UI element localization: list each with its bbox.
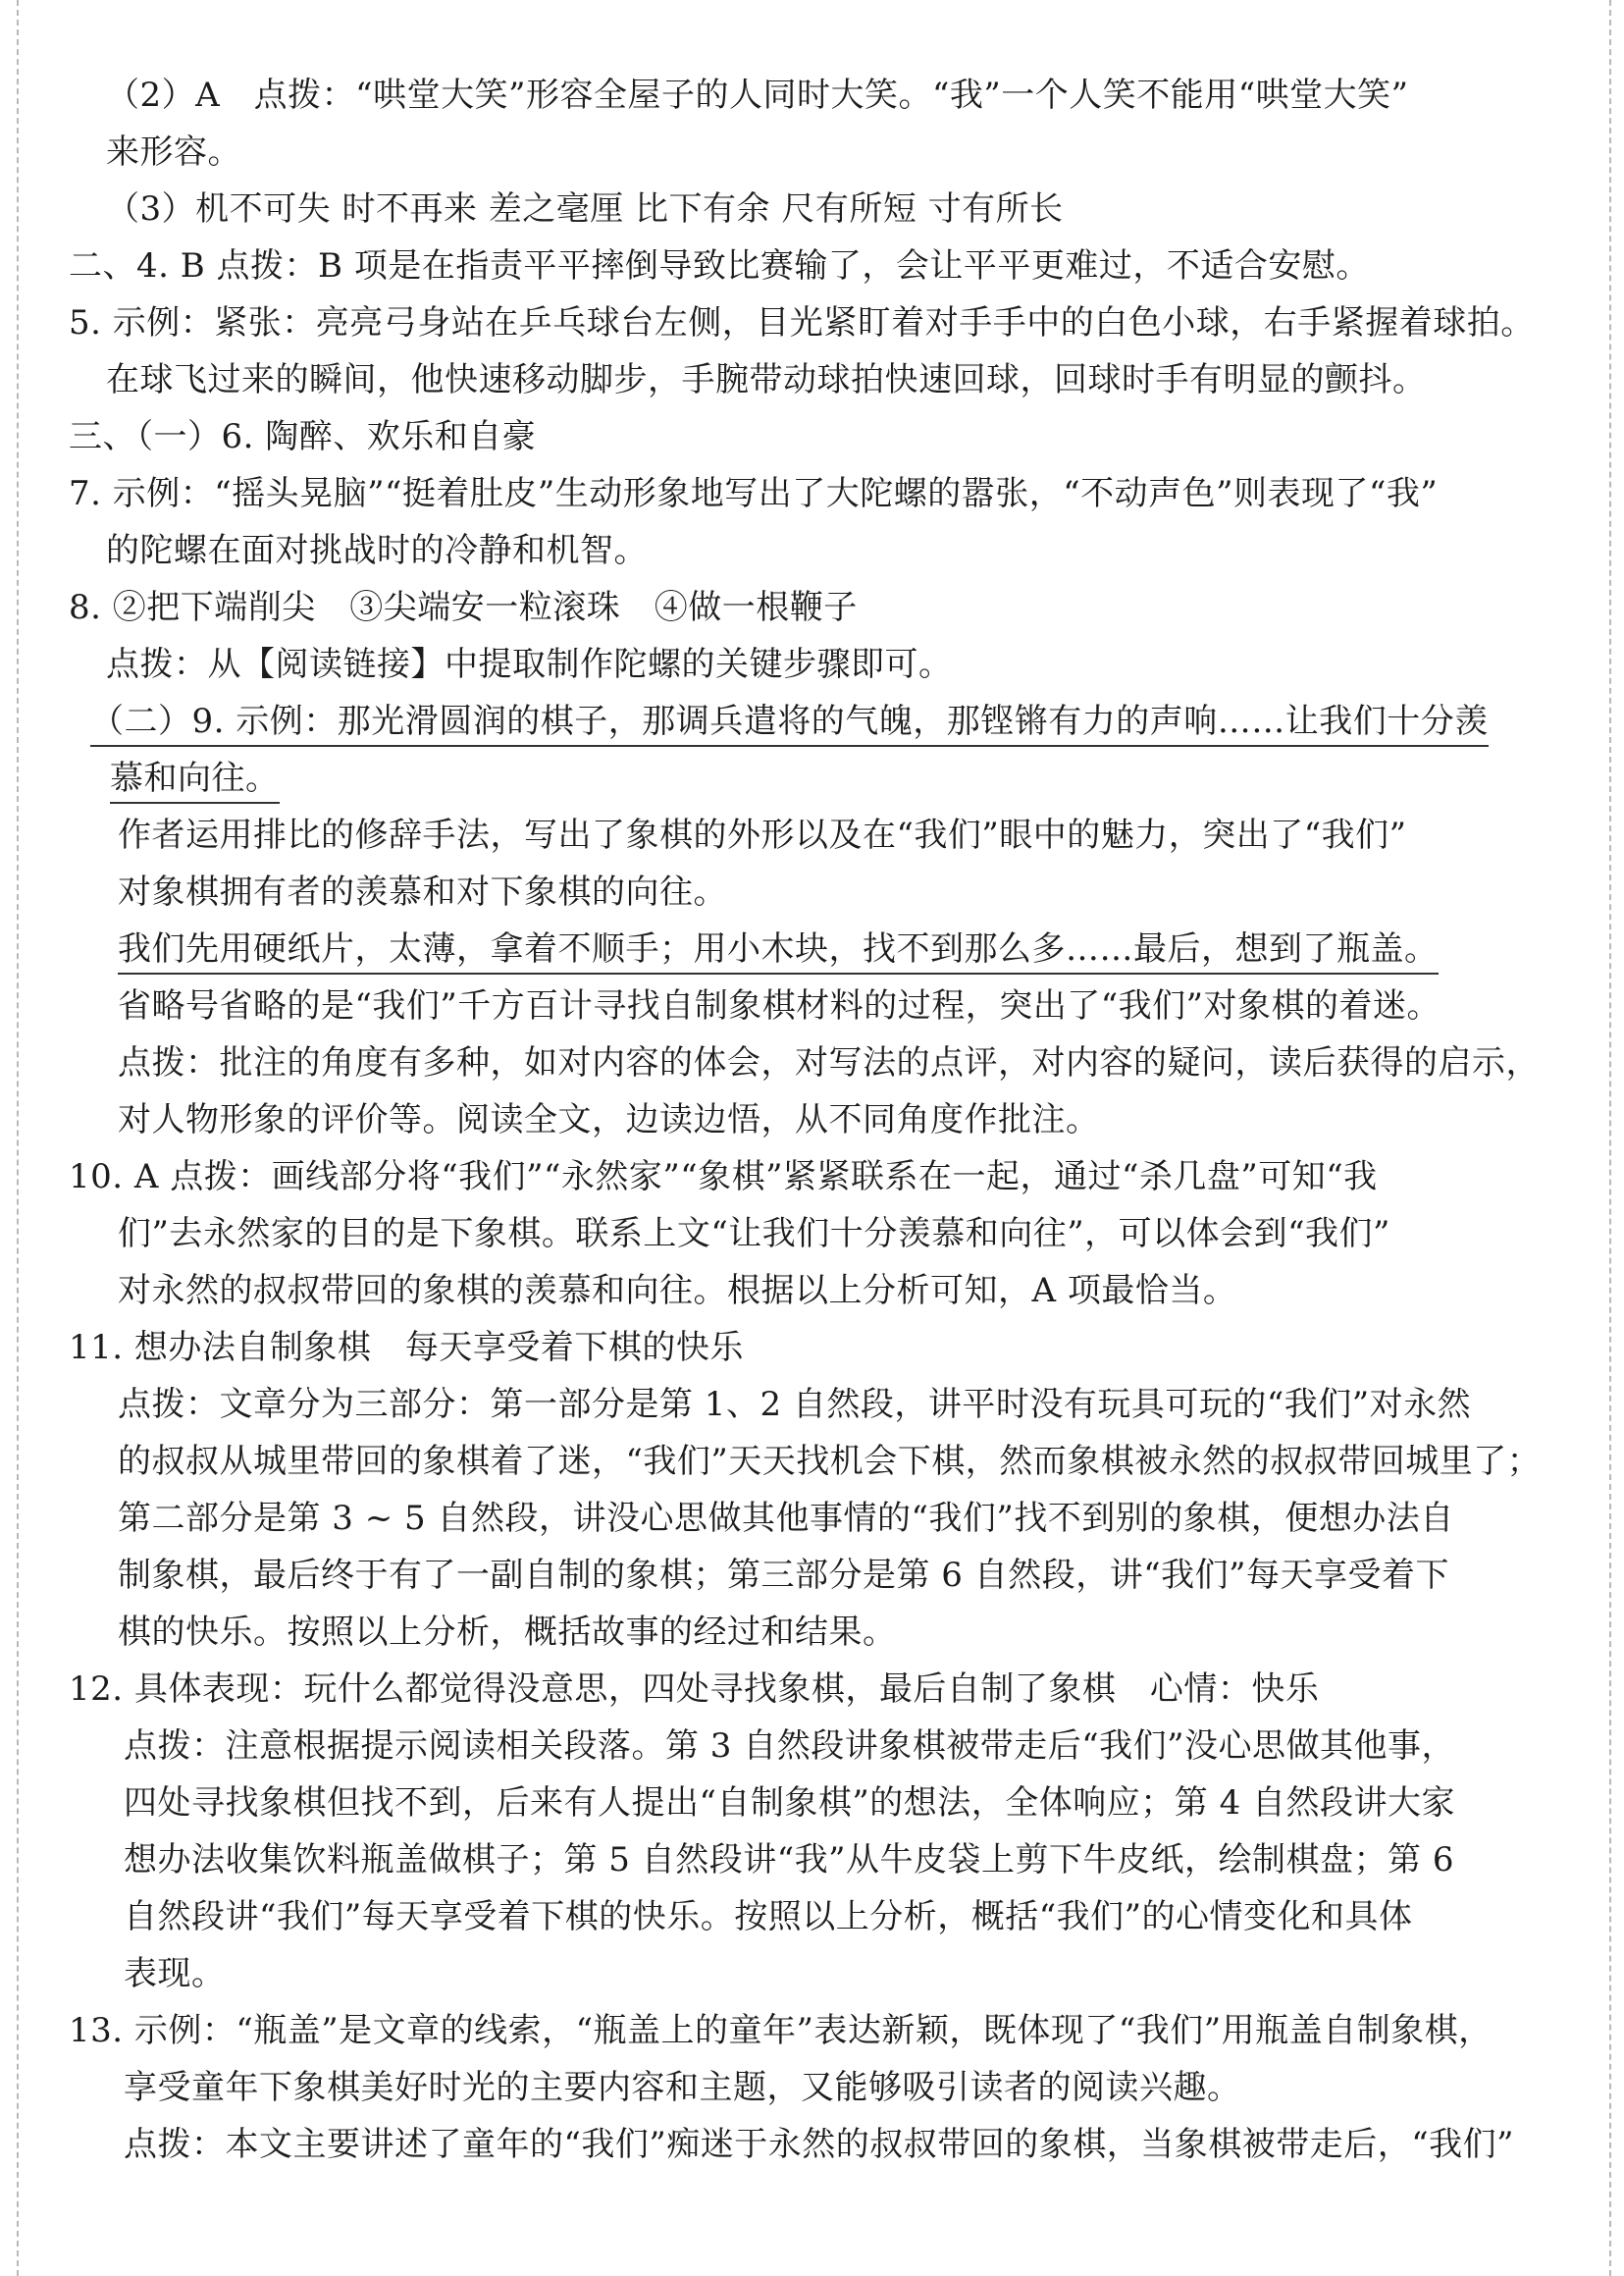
text-line: 10. A 点拨：画线部分将“我们”“永然家”“象棋”紧紧联系在一起，通过“杀几盘”可知“我 (69, 1157, 1378, 1196)
text-line: 第二部分是第 3 ~ 5 自然段，讲没心思做其他事情的“我们”找不到别的象棋，便想办法自 (118, 1499, 1454, 1538)
text-line: 省略号省略的是“我们”千方百计寻找自制象棋材料的过程，突出了“我们”对象棋的着迷。 (118, 986, 1441, 1026)
text-line: 对永然的叔叔带回的象棋的羡慕和向往。根据以上分析可知，A 项最恰当。 (118, 1271, 1237, 1310)
text-line (69, 921, 1560, 978)
text-line: 享受童年下象棋美好时光的主要内容和主题，又能够吸引读者的阅读兴趣。 (124, 2068, 1241, 2107)
text-line: 8. ②把下端削尖 ③尖端安一粒滚珠 ④做一根鞭子 (69, 588, 858, 627)
left-dashed-cut-line (17, 0, 19, 2276)
underlined-quote: 慕和向往。 (110, 759, 280, 804)
text-line: 点拨：本文主要讲述了童年的“我们”痴迷于永然的叔叔带回的象棋，当象棋被带走后，“我们” (124, 2125, 1515, 2164)
text-line: 的叔叔从城里带回的象棋着了迷，“我们”天天找机会下棋，然而象棋被永然的叔叔带回城里了； (118, 1442, 1542, 1481)
text-line: 想办法收集饮料瓶盖做棋子；第 5 自然段讲“我”从牛皮袋上剪下牛皮纸，绘制棋盘；第 6 (124, 1840, 1454, 1879)
text-line: 点拨：注意根据提示阅读相关段落。第 3 自然段讲象棋被带走后“我们”没心思做其他事， (124, 1726, 1456, 1766)
text-line: 在球飞过来的瞬间，他快速移动脚步，手腕带动球拍快速回球，回球时手有明显的颤抖。 (106, 360, 1427, 399)
text-line: 13. 示例：“瓶盖”是文章的线索，“瓶盖上的童年”表达新颖，既体现了“我们”用瓶盖自制象棋， (69, 2011, 1493, 2050)
text-line: 5. 示例：紧张：亮亮弓身站在乒乓球台左侧，目光紧盯着对手手中的白色小球，右手紧握着球拍。 (69, 303, 1535, 343)
text-line: 二、4. B 点拨：B 项是在指责平平摔倒导致比赛输了，会让平平更难过，不适合安慰。 (69, 246, 1370, 286)
answer-text (69, 67, 1560, 2173)
text-line: （2）A 点拨：“哄堂大笑”形容全屋子的人同时大笑。“我”一个人笑不能用“哄堂大笑” (106, 76, 1409, 115)
text-line: 点拨：从【阅读链接】中提取制作陀螺的关键步骤即可。 (106, 645, 953, 684)
text-line: 12. 具体表现：玩什么都觉得没意思，四处寻找象棋，最后自制了象棋 心情：快乐 (69, 1669, 1320, 1709)
text-line: 对象棋拥有者的羡慕和对下象棋的向往。 (118, 873, 727, 912)
text-line: 点拨：文章分为三部分：第一部分是第 1、2 自然段，讲平时没有玩具可玩的“我们”对永然 (118, 1385, 1472, 1424)
text-line: （3）机不可失 时不再来 差之毫厘 比下有余 尺有所短 寸有所长 (106, 189, 1064, 229)
underlined-quote: （二）9. 示例：那光滑圆润的棋子，那调兵遣将的气魄，那铿锵有力的声响……让我们十分羡 (90, 702, 1489, 747)
text-line: 自然段讲“我们”每天享受着下棋的快乐。按照以上分析，概括“我们”的心情变化和具体 (124, 1897, 1413, 1936)
text-line: 来形容。 (106, 132, 241, 172)
text-line: 制象棋，最后终于有了一副自制的象棋；第三部分是第 6 自然段，讲“我们”每天享受着下 (118, 1556, 1450, 1595)
text-line (69, 750, 1560, 807)
text-line: 点拨：批注的角度有多种，如对内容的体会，对写法的点评，对内容的疑问，读后获得的启示， (118, 1043, 1540, 1083)
text-line: 对人物形象的评价等。阅读全文，边读边悟，从不同角度作批注。 (118, 1100, 1100, 1139)
text-line: 11. 想办法自制象棋 每天享受着下棋的快乐 (69, 1328, 744, 1367)
text-line: 们”去永然家的目的是下象棋。联系上文“让我们十分羡慕和向往”，可以体会到“我们” (118, 1214, 1390, 1253)
text-line: 四处寻找象棋但找不到，后来有人提出“自制象棋”的想法，全体响应；第 4 自然段讲大家 (124, 1783, 1456, 1823)
text-line: 7. 示例：“摇头晃脑”“挺着肚皮”生动形象地写出了大陀螺的嚣张，“不动声色”则表现了“我” (69, 474, 1439, 513)
text-line: 作者运用排比的修辞手法，写出了象棋的外形以及在“我们”眼中的魅力，突出了“我们” (118, 816, 1407, 855)
text-line: 棋的快乐。按照以上分析，概括故事的经过和结果。 (118, 1613, 897, 1652)
text-line: 三、（一）6. 陶醉、欢乐和自豪 (69, 417, 537, 456)
text-line: 表现。 (124, 1954, 226, 1993)
underlined-quote: 我们先用硬纸片，太薄，拿着不顺手；用小木块，找不到那么多……最后，想到了瓶盖。 (118, 929, 1439, 975)
text-line (69, 693, 1560, 750)
text-line: 的陀螺在面对挑战时的冷静和机智。 (106, 531, 648, 570)
right-dashed-cut-line (1609, 0, 1611, 2276)
